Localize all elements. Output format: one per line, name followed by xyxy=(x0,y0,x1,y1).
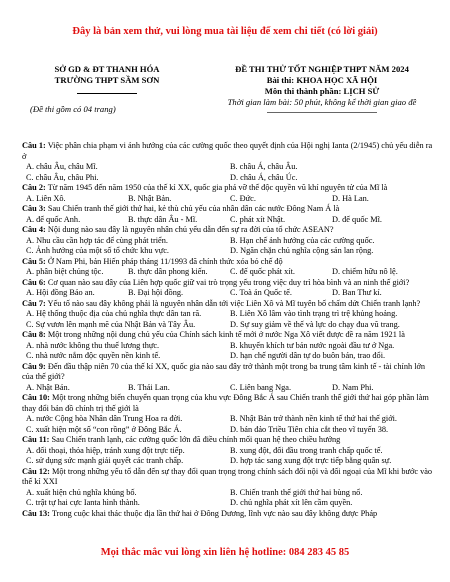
hotline-banner: Mọi thắc mắc vui lòng xin liên hệ hotline: 084 283 45 85 xyxy=(100,547,350,558)
answer-row xyxy=(22,488,434,499)
answer-option: D. Nam Phi. xyxy=(332,382,374,392)
question-text: Từ năm 1945 đến năm 1950 của thế kỉ XX, quốc gia phá vỡ thế độc quyền vũ khí nguyên tử của Mĩ là xyxy=(47,183,388,192)
question-item xyxy=(22,257,434,268)
exam-duration: Thời gian làm bài: 50 phút, không kể thời gian giao đề xyxy=(227,97,417,107)
question-number: Câu 1: xyxy=(22,141,46,150)
question-item xyxy=(22,183,434,194)
school-header xyxy=(22,64,192,94)
question-number: Câu 11: xyxy=(22,435,50,444)
answer-option: D. Ban Thư kí. xyxy=(332,288,382,297)
answer-option: A. phân biệt chủng tộc. xyxy=(26,267,104,276)
question-text: Một trong những biến chuyển quan trọng của khu vực Đông Bắc Á sau Chiến tranh thế giới thứ hai góp phần làm thay đổi bản đồ chính trị thế giới là xyxy=(22,393,429,413)
answer-option: C. Đức. xyxy=(230,193,256,203)
answer-option: C. Liên bang Nga. xyxy=(230,382,292,392)
answer-option: B. Liên Xô lâm vào tình trạng trì trệ khủng hoảng. xyxy=(230,309,398,318)
answer-row xyxy=(22,320,434,331)
header-divider xyxy=(77,93,137,94)
question-text: Ở Nam Phi, bản Hiến pháp tháng 11/1993 đã chính thức xóa bỏ chế độ xyxy=(47,256,283,266)
preview-banner: Đây là bản xem thử, vui lòng mua tài liệu để xem chi tiết (có lời giải) xyxy=(72,26,378,37)
answer-option: A. Liên Xô. xyxy=(26,193,66,203)
answer-option: D. chủ nghĩa phát xít lên cầm quyền. xyxy=(230,498,353,507)
exam-title: ĐỀ THI THỬ TỐT NGHIỆP THPT NĂM 2024 xyxy=(235,64,409,74)
answer-option: A. nhà nước không thu thuế lương thực. xyxy=(26,340,160,350)
answer-option: B. châu Á, châu Âu. xyxy=(230,162,298,171)
answer-option: A. châu Âu, châu Mĩ. xyxy=(26,162,98,171)
exam-header xyxy=(202,64,442,113)
answer-row xyxy=(22,498,434,509)
answer-option: C. sử dụng sức mạnh giải quyết các tranh chấp. xyxy=(26,456,184,465)
answer-row xyxy=(22,267,434,278)
answer-row xyxy=(22,246,434,257)
exam-subject-group: Bài thi: KHOA HỌC XÃ HỘI xyxy=(266,75,378,85)
page-count-note: (Đề thi gồm có 04 trang) xyxy=(30,104,116,114)
answer-option: D. châu Á, châu Úc. xyxy=(230,172,298,182)
answer-option: B. xung đột, đối đầu trong tranh chấp quốc tế. xyxy=(230,445,383,455)
answer-option: C. Sự vươn lên mạnh mẽ của Nhật Bản và Tây Âu. xyxy=(26,319,196,329)
answer-option: D. đế quốc Mĩ. xyxy=(332,214,383,224)
question-text: Việc phân chia phạm vi ảnh hưởng của các cường quốc theo quyết định của Hội nghị Ianta (2/1945) chủ yếu diễn ra ở xyxy=(22,141,433,161)
question-item xyxy=(22,330,434,341)
question-number: Câu 8: xyxy=(22,330,46,339)
question-text: Một trong những yếu tố dẫn đến sự thay đổi quan trọng trong chính sách đối nội và đối ngoại của Mĩ khi bước vào thế kỉ XXI xyxy=(22,466,433,486)
answer-row xyxy=(22,351,434,362)
answer-row xyxy=(22,456,434,467)
answer-row xyxy=(22,215,434,226)
question-number: Câu 13: xyxy=(22,508,50,518)
answer-option: C. châu Âu, châu Phi. xyxy=(26,172,99,182)
answer-row xyxy=(22,288,434,299)
answer-option: B. thực dân phong kiến. xyxy=(128,267,208,276)
answer-row xyxy=(22,446,434,457)
answer-option: B. Đại hội đồng. xyxy=(128,288,184,297)
answer-row xyxy=(22,194,434,205)
question-item xyxy=(22,141,434,162)
question-text: Cơ quan nào sau đây của Liên hợp quốc giữ vai trò trọng yếu trong việc duy trì hòa bình và an ninh thế giới? xyxy=(47,277,410,287)
question-item xyxy=(22,278,434,289)
answer-option: C. Ảnh hưởng của một số tổ chức khu vực. xyxy=(26,246,170,255)
answer-option: B. thực dân Âu - Mĩ. xyxy=(128,214,198,224)
answer-option: C. Toà án Quốc tế. xyxy=(230,288,292,297)
question-item xyxy=(22,509,434,520)
answer-option: D. bán đảo Triều Tiên chia cắt theo vĩ tuyến 38. xyxy=(230,424,389,434)
school-name: TRƯỜNG THPT SẦM SƠN xyxy=(54,75,160,85)
answer-option: C. đế quốc phát xít. xyxy=(230,267,295,276)
question-item xyxy=(22,435,434,446)
answer-option: C. trật tự hai cực Ianta hình thành. xyxy=(26,498,140,507)
question-list xyxy=(22,141,434,519)
header-divider xyxy=(267,112,377,113)
answer-option: D. Sự suy giảm về thế và lực do chạy đua vũ trang. xyxy=(230,319,400,329)
question-item xyxy=(22,225,434,236)
answer-option: A. Nhu cầu cần hợp tác để cùng phát triển. xyxy=(26,235,168,245)
question-item xyxy=(22,467,434,488)
answer-option: D. chiếm hữu nô lệ. xyxy=(332,267,398,276)
answer-option: A. Hệ thống thuộc địa của chủ nghĩa thực dân tan rã. xyxy=(26,309,202,318)
answer-option: A. xuất hiện chủ nghĩa khủng bố. xyxy=(26,487,137,497)
answer-option: A. nước Cộng hòa Nhân dân Trung Hoa ra đời. xyxy=(26,414,183,423)
question-item xyxy=(22,393,434,414)
answer-row xyxy=(22,236,434,247)
answer-option: C. phát xít Nhật. xyxy=(230,214,286,224)
answer-option: C. nhà nước nắm độc quyền nền kinh tế. xyxy=(26,351,161,360)
answer-option: C. xuất hiện một số “con rồng” ở Đông Bắc Á. xyxy=(26,424,182,434)
question-text: Sau Chiến tranh lạnh, các cường quốc lớn đã điều chỉnh mối quan hệ theo chiều hướng xyxy=(51,435,341,444)
answer-option: D. hạn chế người dân tự do buôn bán, trao đổi. xyxy=(230,351,386,360)
exam-subject: Môn thi thành phần: LỊCH SỬ xyxy=(264,86,380,96)
question-number: Câu 12: xyxy=(22,466,50,476)
answer-option: A. đế quốc Anh. xyxy=(26,214,81,224)
answer-option: A. đối thoại, thỏa hiệp, tránh xung đột trực tiếp. xyxy=(26,445,185,455)
question-text: Đến đầu thập niên 70 của thế kỉ XX, quốc gia nào sau đây trở thành một trong ba trung tâm kinh tế - tài chính lớn của thế giới? xyxy=(22,361,426,381)
answer-option: A. Nhật Bản. xyxy=(26,382,70,392)
question-number: Câu 6: xyxy=(22,277,46,287)
question-number: Câu 2: xyxy=(22,183,46,192)
answer-option: D. hợp tác sang xung đột trực tiếp bằng quân sự. xyxy=(230,456,392,465)
question-number: Câu 3: xyxy=(22,204,46,213)
question-item xyxy=(22,299,434,310)
question-text: Một trong những nội dung chủ yếu của Chính sách kinh tế mới ở nước Nga Xô viết được đề ra năm 1921 là xyxy=(47,330,405,339)
answer-option: B. khuyến khích tư bản nước ngoài đầu tư ở Nga. xyxy=(230,340,395,350)
answer-row xyxy=(22,341,434,352)
department-name: SỞ GD & ĐT THANH HÓA xyxy=(54,64,160,74)
question-number: Câu 10: xyxy=(22,393,50,402)
answer-row xyxy=(22,425,434,436)
question-text: Sau Chiến tranh thế giới thứ hai, kẻ thù chủ yếu của nhân dân các nước Đông Nam Á là xyxy=(47,204,340,213)
question-text: Nội dung nào sau đây là nguyên nhân chủ yếu dẫn đến sự ra đời của tổ chức ASEAN? xyxy=(47,225,334,234)
question-number: Câu 4: xyxy=(22,225,46,234)
answer-option: D. Hà Lan. xyxy=(332,193,369,203)
answer-option: B. Thái Lan. xyxy=(128,382,170,392)
answer-option: B. Nhật Bản trở thành nền kinh tế thứ hai thế giới. xyxy=(230,414,397,423)
answer-option: B. Chiến tranh thế giới thứ hai bùng nổ. xyxy=(230,487,363,497)
answer-option: B. Hạn chế ảnh hưởng của các cường quốc. xyxy=(230,235,375,245)
answer-option: D. Ngăn chặn chủ nghĩa cộng sản lan rộng. xyxy=(230,246,374,255)
question-number: Câu 9: xyxy=(22,361,46,371)
question-item xyxy=(22,204,434,215)
question-item xyxy=(22,362,434,383)
question-number: Câu 5: xyxy=(22,256,46,266)
answer-row xyxy=(22,309,434,320)
question-number: Câu 7: xyxy=(22,298,46,308)
answer-row xyxy=(22,162,434,173)
answer-option: A. Hội đồng Bảo an. xyxy=(26,288,95,297)
question-text: Yếu tố nào sau đây không phải là nguyên nhân dẫn tới việc Liên Xô và Mĩ tuyên bố chấm dứt Chiến tranh lạnh? xyxy=(47,298,421,308)
question-text: Trong cuộc khai thác thuộc địa lần thứ hai ở Đông Dương, lĩnh vực nào sau đây không được Pháp xyxy=(51,508,378,518)
answer-row xyxy=(22,383,434,394)
answer-option: B. Nhật Bản. xyxy=(128,193,172,203)
answer-row xyxy=(22,414,434,425)
answer-row xyxy=(22,173,434,184)
